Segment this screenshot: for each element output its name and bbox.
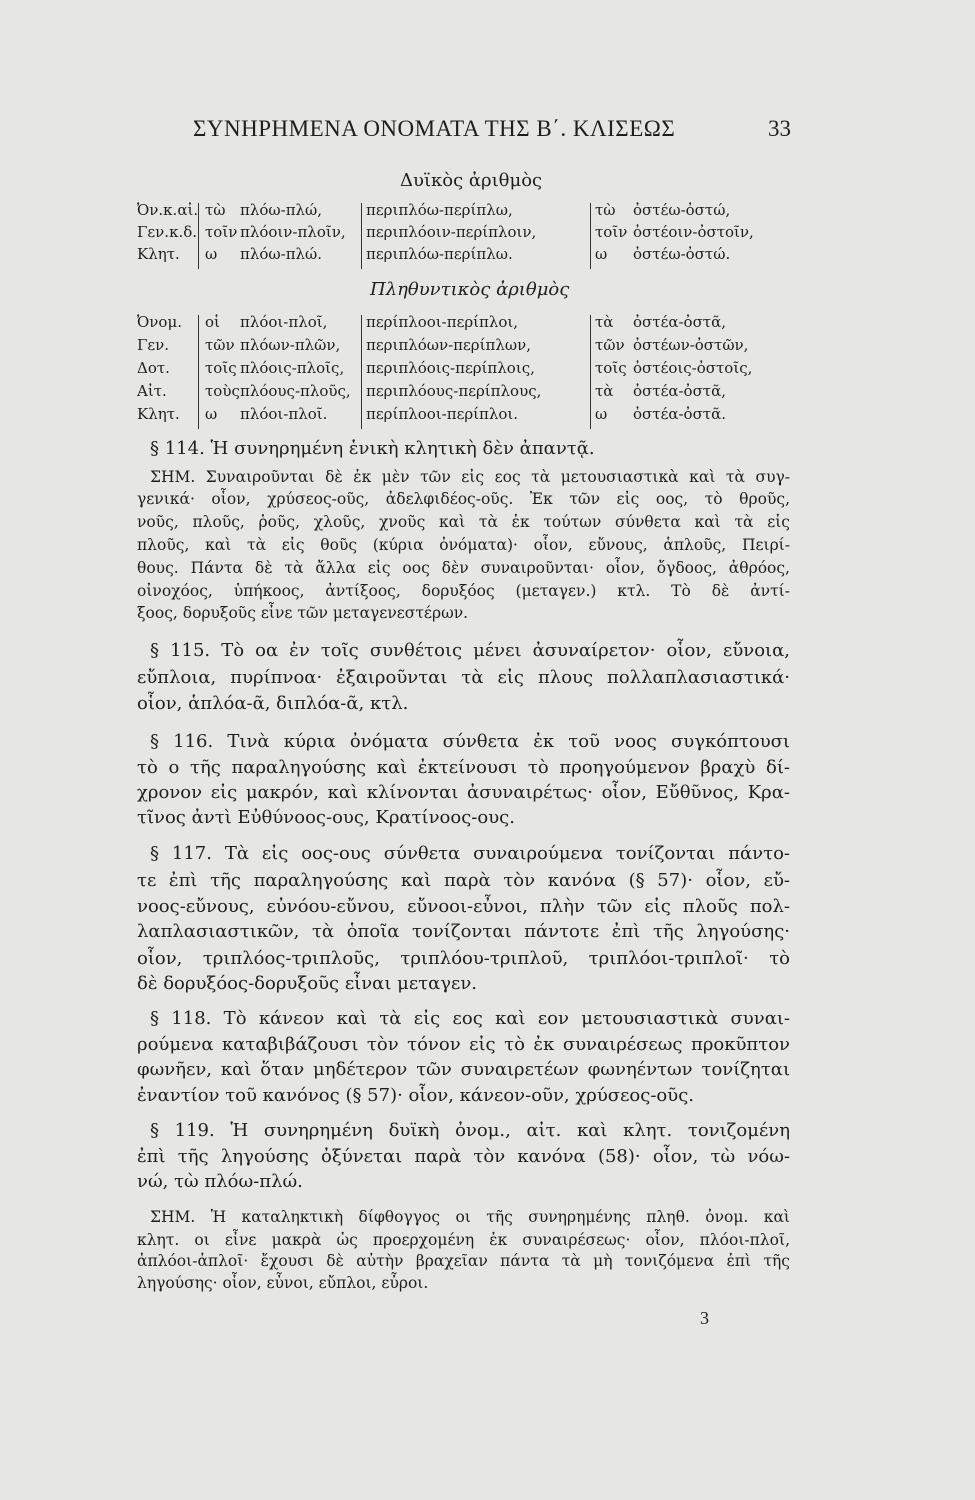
table-cell: περίπλοοι-περίπλοι, xyxy=(366,313,519,331)
case-label: Κλητ. xyxy=(137,245,180,263)
column-rule xyxy=(361,203,362,269)
case-label: Αἰτ. xyxy=(137,382,167,400)
column-rule xyxy=(198,203,199,269)
table-cell: τὰ xyxy=(595,382,614,400)
table-cell: τοῖς xyxy=(205,359,237,377)
case-label: Ὀν.κ.αἰ. xyxy=(137,201,199,219)
paragraph-start-line: § 115. Τὸ οα ἐν τοῖς συνθέτοις μένει ἀσυναίρετον· οἷον, εὔνοια, xyxy=(150,640,790,661)
text-line: ἐπὶ τῆς ληγούσης ὀξύνεται παρὰ τὸν κανόνα (58)· οἷον, τὼ νόω- xyxy=(137,1146,790,1167)
page-number: 33 xyxy=(768,116,791,141)
table-cell: ω xyxy=(595,245,608,263)
paragraph-start-line: § 119. Ἡ συνηρημένη δυϊκὴ ὀνομ., αἰτ. καὶ κλητ. τονιζομένη xyxy=(150,1120,790,1141)
paragraph-start-line: § 117. Τὰ εἰς οος-ους σύνθετα συναιρούμενα τονίζονται πάντο- xyxy=(150,843,790,864)
case-label: Γεν. xyxy=(137,336,170,354)
table-cell: περίπλοοι-περίπλοι. xyxy=(366,405,519,423)
case-label: Δοτ. xyxy=(137,359,170,377)
text-line: λαπλασιαστικῶν, τὰ ὁποῖα τονίζονται πάντοτε ἐπὶ τῆς ληγούσης· xyxy=(137,921,790,942)
column-rule xyxy=(590,203,591,269)
table-cell: τῶν xyxy=(205,336,235,354)
dual-heading: Δυϊκὸς ἀριθμὸς xyxy=(400,170,543,191)
running-header: ΣΥΝΗΡΗΜΕΝΑ ΟΝΟΜΑΤΑ ΤΗΣ Β΄. ΚΛΙΣΕΩΣ xyxy=(193,116,676,141)
table-cell: πλόω-πλώ. xyxy=(240,245,323,263)
text-line: νοος-εὔνους, εὐνόου-εὔνου, εὔνοοι-εὖνοι, πλὴν τῶν εἰς πλοῦς πολ- xyxy=(137,896,790,917)
table-cell: περιπλόω-περίπλω. xyxy=(366,245,513,263)
signature-mark: 3 xyxy=(700,1308,709,1328)
text-line: ληγούσης· οἷον, εὖνοι, εὔπλοι, εὖροι. xyxy=(137,1274,429,1292)
case-label: Κλητ. xyxy=(137,405,180,423)
table-cell: τοῖν xyxy=(595,223,628,241)
text-line: ρούμενα καταβιβάζουσι τὸν τόνον εἰς τὸ ἐκ συναιρέσεως προκῦπτον xyxy=(137,1034,790,1055)
text-line: ἐναντίον τοῦ κανόνος (§ 57)· οἷον, κάνεον-οῦν, χρύσεος-οῦς. xyxy=(137,1085,694,1106)
table-cell: ὀστέων-ὀστῶν, xyxy=(633,336,749,354)
case-label: Γεν.κ.δ. xyxy=(137,223,198,241)
table-cell: τοῖν xyxy=(205,223,238,241)
paragraph-start-line: § 114. Ἡ συνηρημένη ἑνικὴ κλητικὴ δὲν ἀπαντᾷ. xyxy=(150,438,595,459)
table-cell: ὀστέω-ὀστώ. xyxy=(633,245,731,263)
text-line: νοῦς, πλοῦς, ῥοῦς, χλοῦς, χνοῦς καὶ τὰ ἐκ τούτων σύνθετα καὶ τὰ εἰς xyxy=(137,513,790,531)
table-cell: τὼ xyxy=(595,201,616,219)
table-cell: ὀστέοις-ὀστοῖς, xyxy=(633,359,753,377)
table-cell: οἱ xyxy=(205,313,220,331)
paragraph-start-line: ΣΗΜ. Ἡ καταληκτικὴ δίφθογγος οι τῆς συνηρημένης πληθ. ὀνομ. καὶ xyxy=(150,1208,790,1226)
table-cell: ω xyxy=(205,245,218,263)
table-cell: ὀστέα-ὀστᾶ, xyxy=(633,313,727,331)
table-cell: πλόοιν-πλοῖν, xyxy=(240,223,346,241)
column-rule xyxy=(361,315,362,429)
paragraph-start-line: ΣΗΜ. Συναιροῦνται δὲ ἐκ μὲν τῶν εἰς εος τὰ μετουσιαστικὰ καὶ τὰ συγ- xyxy=(150,468,790,486)
table-cell: ω xyxy=(595,405,608,423)
case-label: Ὀνομ. xyxy=(137,313,182,331)
text-line: οἰνοχόος, ὑπήκοος, ἀντίξοος, δορυξόος (μεταγεν.) κτλ. Τὸ δὲ ἀντί- xyxy=(137,582,790,600)
table-cell: ὀστέα-ὀστᾶ, xyxy=(633,382,727,400)
text-line: γενικά· οἷον, χρύσεος-οῦς, ἀδελφιδέος-οῦς. Ἐκ τῶν εἰς οος, τὸ θροῦς, xyxy=(137,490,790,508)
table-cell: ὀστέοιν-ὀστοῖν, xyxy=(633,223,754,241)
table-cell: τῶν xyxy=(595,336,625,354)
table-cell: ω xyxy=(205,405,218,423)
table-cell: περιπλόοιν-περίπλοιν, xyxy=(366,223,537,241)
text-line: οἷον, ἁπλόα-ᾶ, διπλόα-ᾶ, κτλ. xyxy=(137,693,409,714)
table-cell: πλόοι-πλοῖ, xyxy=(240,313,328,331)
table-cell: ὀστέω-ὀστώ, xyxy=(633,201,731,219)
text-line: χρονον εἰς μακρόν, καὶ κλίνονται ἀσυναιρέτως· οἷον, Εὔθῦνος, Κρα- xyxy=(137,782,790,803)
text-line: ξοος, δορυξοῦς εἶνε τῶν μεταγενεστέρων. xyxy=(137,604,469,622)
table-cell: ὀστέα-ὀστᾶ. xyxy=(633,405,727,423)
table-cell: περιπλόους-περίπλους, xyxy=(366,382,542,400)
text-line: φωνῆεν, καὶ ὅταν μηδέτερον τῶν συναιρετέων φωνηέντων τονίζηται xyxy=(137,1059,790,1080)
table-cell: τοῖς xyxy=(595,359,627,377)
text-line: εὔπλοια, πυρίπνοα· ἐξαιροῦνται τὰ εἰς πλους πολλαπλασιαστικά· xyxy=(137,667,790,688)
text-line: τε ἐπὶ τῆς παραληγούσης καὶ παρὰ τὸν κανόνα (§ 57)· οἷον, εὔ- xyxy=(137,870,790,891)
table-cell: πλόων-πλῶν, xyxy=(240,336,341,354)
paragraph-start-line: § 116. Τινὰ κύρια ὀνόματα σύνθετα ἐκ τοῦ νοος συγκόπτουσι xyxy=(150,731,790,752)
paragraph-start-line: § 118. Τὸ κάνεον καὶ τὰ εἰς εος καὶ εον μετουσιαστικὰ συναι- xyxy=(150,1008,790,1029)
table-cell: τοὺς xyxy=(205,382,240,400)
table-cell: πλόοι-πλοῖ. xyxy=(240,405,328,423)
table-cell: περιπλόω-περίπλω, xyxy=(366,201,513,219)
text-line: τῖνος ἀντὶ Εὐθύνοος-ους, Κρατίνοος-ους. xyxy=(137,807,515,828)
text-line: οἷον, τριπλόος-τριπλοῦς, τριπλόου-τριπλοῦ, τριπλόοι-τριπλοῖ· τὸ xyxy=(137,948,790,969)
table-cell: τὰ xyxy=(595,313,614,331)
text-line: δὲ δορυξόος-δορυξοῦς εἶναι μεταγεν. xyxy=(137,973,478,994)
plural-heading: Πληθυντικὸς ἀριθμὸς xyxy=(370,279,570,300)
text-line: ἁπλόοι-ἁπλοῖ· ἔχουσι δὲ αὐτὴν βραχεῖαν πάντα τὰ μὴ τονιζόμενα ἐπὶ τῆς xyxy=(137,1252,790,1270)
column-rule xyxy=(198,315,199,429)
text-line: τὸ ο τῆς παραληγούσης καὶ ἐκτείνουσι τὸ προηγούμενον βραχὺ δί- xyxy=(137,757,790,778)
table-cell: πλόω-πλώ, xyxy=(240,201,323,219)
table-cell: περιπλόοις-περίπλοις, xyxy=(366,359,535,377)
text-line: νώ, τὼ πλόω-πλώ. xyxy=(137,1171,303,1192)
table-cell: πλόους-πλοῦς, xyxy=(240,382,351,400)
table-cell: περιπλόων-περίπλων, xyxy=(366,336,531,354)
table-cell: τὼ xyxy=(205,201,226,219)
text-line: πλοῦς, καὶ τὰ εἰς θοῦς (κύρια ὀνόματα)· οἷον, εὔνους, ἁπλοῦς, Πειρί- xyxy=(137,536,790,554)
text-line: κλητ. οι εἶνε μακρὰ ὡς προερχομένη ἐκ συναιρέσεως· οἷον, πλόοι-πλοῖ, xyxy=(137,1231,790,1249)
text-line: θους. Πάντα δὲ τὰ ἄλλα εἰς οος δὲν συναιροῦνται· οἷον, ὄγδοος, ἀθρόος, xyxy=(137,559,790,577)
column-rule xyxy=(590,315,591,429)
table-cell: πλόοις-πλοῖς, xyxy=(240,359,345,377)
